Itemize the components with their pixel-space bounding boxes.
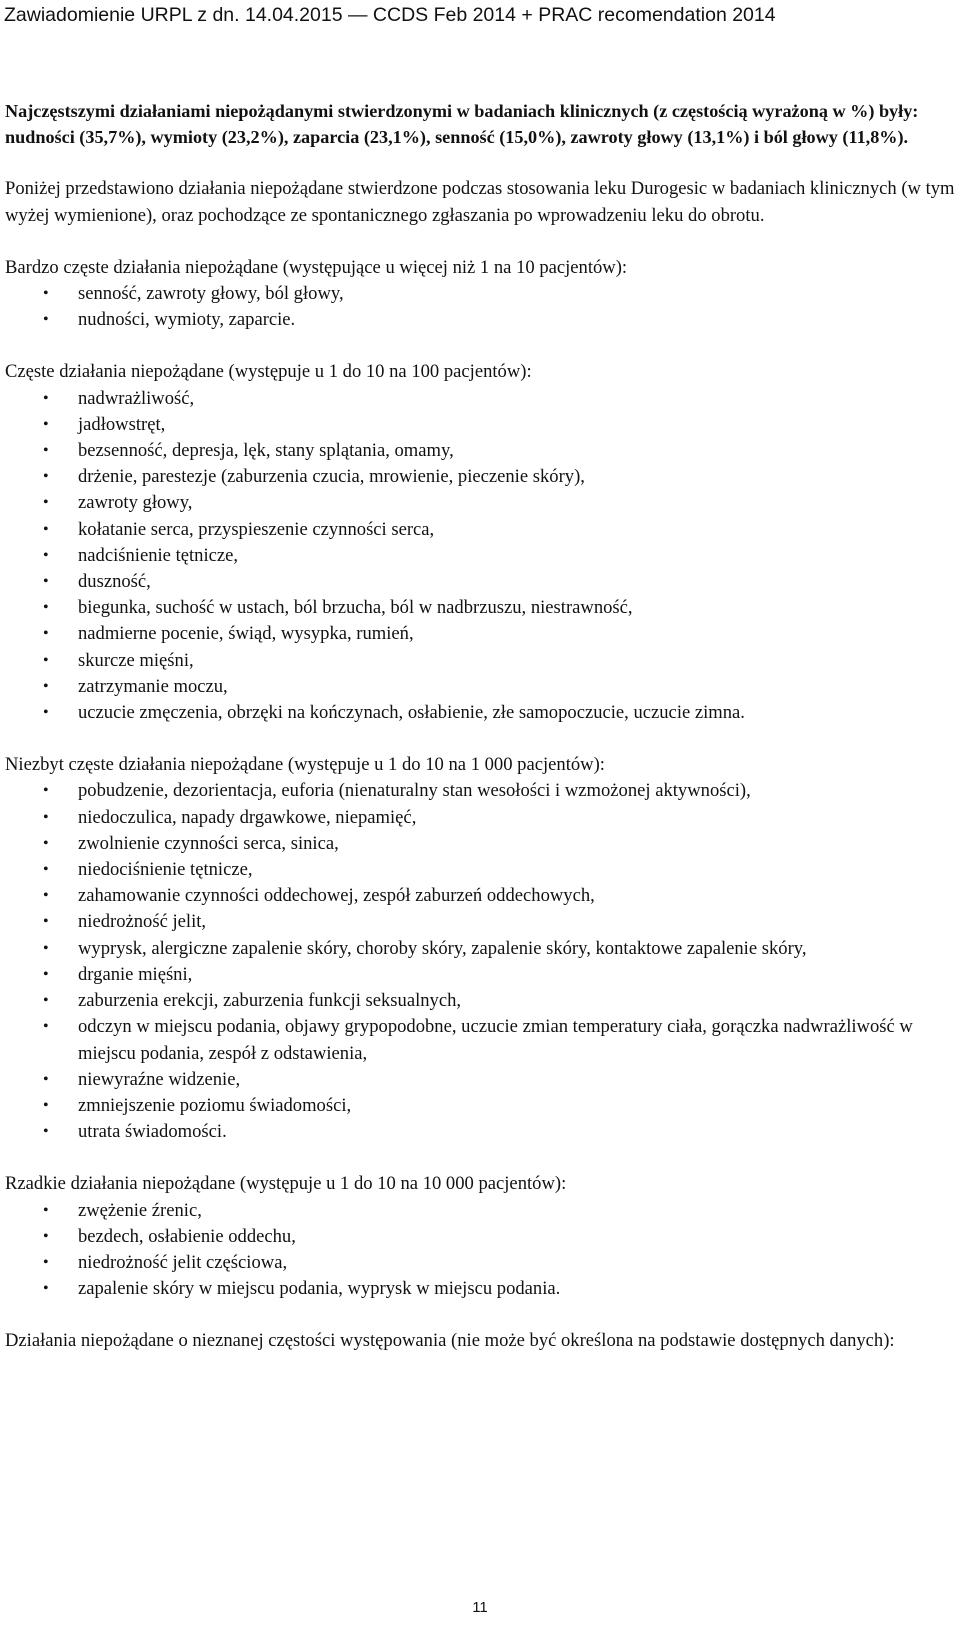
list-item-text: bezdech, osłabienie oddechu, [78, 1225, 296, 1247]
bullet-icon: • [43, 1070, 49, 1088]
bullet-icon: • [43, 415, 49, 433]
list-item-text: drganie mięśni, [78, 963, 193, 985]
list-item-text: drżenie, parestezje (zaburzenia czucia, mrowienie, pieczenie skóry), [78, 466, 585, 488]
list-item [5, 805, 960, 831]
list-item-text: zmniejszenie poziomu świadomości, [78, 1094, 352, 1116]
list-item-text: nudności, wymioty, zaparcie. [78, 309, 296, 331]
list-item-text: odczyn w miejscu podania, objawy grypopodobne, uczucie zmian temperatury ciała, gorączka nadwrażliwość w miejscu podania, zespół z odstawienia, [78, 1016, 913, 1064]
section-title: Działania niepożądane o nieznanej częstości występowania (nie może być określona na podstawie dostępnych danych): [5, 1330, 895, 1352]
bullet-icon: • [43, 1253, 49, 1271]
bullet-icon: • [43, 311, 49, 329]
list-item-text: zwężenie źrenic, [78, 1199, 202, 1221]
bullet-icon: • [43, 494, 49, 512]
list-item [5, 438, 960, 464]
bullet-icon: • [43, 1123, 49, 1141]
list-item [5, 648, 960, 674]
list-item-text: uczucie zmęczenia, obrzęki na kończynach, osłabienie, złe samopoczucie, uczucie zimna. [78, 702, 745, 724]
list-item-text: senność, zawroty głowy, ból głowy, [78, 283, 344, 305]
section-title: Częste działania niepożądane (występuje u 1 do 10 na 100 pacjentów): [5, 361, 532, 383]
list-item [5, 412, 960, 438]
bullet-icon: • [43, 704, 49, 722]
frequency-section [5, 359, 960, 726]
bullet-icon: • [43, 625, 49, 643]
bullet-icon: • [43, 1227, 49, 1245]
frequency-section [5, 1328, 960, 1354]
bullet-icon: • [43, 573, 49, 591]
list-item-text: zapalenie skóry w miejscu podania, wyprysk w miejscu podania. [78, 1278, 561, 1300]
bullet-icon: • [43, 1096, 49, 1114]
bullet-icon: • [43, 651, 49, 669]
list-item-text: biegunka, suchość w ustach, ból brzucha, ból w nadbrzuszu, niestrawność, [78, 597, 633, 619]
list-item [5, 1250, 960, 1276]
list-item [5, 517, 960, 543]
bullet-icon: • [43, 808, 49, 826]
list-item-text: utrata świadomości. [78, 1121, 227, 1143]
page-number: 11 [472, 1599, 488, 1616]
side-effects-list [5, 778, 960, 1145]
list-item-text: niedrożność jelit, [78, 911, 207, 933]
list-item-text: zawroty głowy, [78, 492, 193, 514]
bullet-icon: • [43, 520, 49, 538]
list-item-text: nadciśnienie tętnicze, [78, 544, 239, 566]
list-item-text: zwolnienie czynności serca, sinica, [78, 832, 339, 854]
list-item-text: niedoczulica, napady drgawkowe, niepamięć, [78, 806, 417, 828]
bullet-icon: • [43, 965, 49, 983]
list-item [5, 857, 960, 883]
side-effects-sections [5, 255, 960, 1355]
list-item [5, 1119, 960, 1145]
list-item [5, 988, 960, 1014]
list-item [5, 1198, 960, 1224]
list-item [5, 569, 960, 595]
list-item-text: duszność, [78, 571, 151, 593]
bullet-icon: • [43, 677, 49, 695]
list-item [5, 464, 960, 490]
bullet-icon: • [43, 913, 49, 931]
side-effects-list [5, 1198, 960, 1303]
bullet-icon: • [43, 442, 49, 460]
list-item-text: niedrożność jelit częściowa, [78, 1251, 288, 1273]
bullet-icon: • [43, 546, 49, 564]
bullet-icon: • [43, 939, 49, 957]
list-item [5, 831, 960, 857]
list-item-text: nadmierne pocenie, świąd, wysypka, rumień, [78, 623, 414, 645]
list-item [5, 674, 960, 700]
bullet-icon: • [43, 599, 49, 617]
list-item-text: zaburzenia erekcji, zaburzenia funkcji seksualnych, [78, 990, 462, 1012]
document-body [5, 98, 960, 1355]
list-item [5, 778, 960, 804]
section-title: Rzadkie działania niepożądane (występuje u 1 do 10 na 10 000 pacjentów): [5, 1173, 567, 1195]
document-header: Zawiadomienie URPL z dn. 14.04.2015 — CCDS Feb 2014 + PRAC recomendation 2014 [4, 4, 776, 26]
list-item-text: wyprysk, alergiczne zapalenie skóry, choroby skóry, zapalenie skóry, kontaktowe zapalenie skóry, [78, 937, 807, 959]
intro-paragraph: Najczęstszymi działaniami niepożądanymi stwierdzonymi w badaniach klinicznych (z częstością wyrażoną w %) były: nudności (35,7%), wymioty (23,2%), zaparcia (23,1%), senność (15,0%), zawroty głowy (13,1%) i ból głowy (11,8%). [5, 101, 919, 148]
list-item [5, 490, 960, 516]
list-item [5, 962, 960, 988]
frequency-section [5, 752, 960, 1145]
list-item [5, 543, 960, 569]
list-item [5, 1067, 960, 1093]
bullet-icon: • [43, 834, 49, 852]
bullet-icon: • [43, 468, 49, 486]
bullet-icon: • [43, 285, 49, 303]
bullet-icon: • [43, 887, 49, 905]
bullet-icon: • [43, 1018, 49, 1036]
bullet-icon: • [43, 992, 49, 1010]
list-item-text: zahamowanie czynności oddechowej, zespół zaburzeń oddechowych, [78, 885, 595, 907]
list-item [5, 1014, 960, 1066]
section-title: Bardzo częste działania niepożądane (występujące u więcej niż 1 na 10 pacjentów): [5, 256, 628, 278]
side-effects-list [5, 386, 960, 727]
list-item-text: nadwrażliwość, [78, 387, 195, 409]
list-item-text: jadłowstręt, [78, 413, 166, 435]
list-item-text: skurcze mięśni, [78, 649, 194, 671]
list-item-text: pobudzenie, dezorientacja, euforia (nienaturalny stan wesołości i wzmożonej aktywności), [78, 780, 751, 802]
bullet-icon: • [43, 782, 49, 800]
list-item [5, 1276, 960, 1302]
list-item [5, 307, 960, 333]
list-item-text: bezsenność, depresja, lęk, stany splątania, omamy, [78, 440, 454, 462]
list-item-text: niedociśnienie tętnicze, [78, 859, 253, 881]
frequency-section [5, 1171, 960, 1302]
list-item [5, 386, 960, 412]
list-item [5, 1224, 960, 1250]
list-item [5, 281, 960, 307]
list-item [5, 909, 960, 935]
bullet-icon: • [43, 1201, 49, 1219]
bullet-icon: • [43, 1280, 49, 1298]
list-item-text: zatrzymanie moczu, [78, 675, 228, 697]
list-item [5, 621, 960, 647]
list-item [5, 1093, 960, 1119]
bullet-icon: • [43, 389, 49, 407]
bullet-icon: • [43, 861, 49, 879]
frequency-section [5, 255, 960, 334]
list-item-text: niewyraźne widzenie, [78, 1068, 241, 1090]
section-title: Niezbyt częste działania niepożądane (występuje u 1 do 10 na 1 000 pacjentów): [5, 754, 605, 776]
description-paragraph: Poniżej przedstawiono działania niepożądane stwierdzone podczas stosowania leku Durogesic w badaniach klinicznych (w tym wyżej wymienione), oraz pochodzące ze spontanicznego zgłaszania po wprowadzeniu leku do obrotu. [5, 178, 955, 226]
list-item [5, 595, 960, 621]
list-item-text: kołatanie serca, przyspieszenie czynności serca, [78, 518, 435, 540]
list-item [5, 936, 960, 962]
side-effects-list [5, 281, 960, 333]
list-item [5, 883, 960, 909]
list-item [5, 700, 960, 726]
